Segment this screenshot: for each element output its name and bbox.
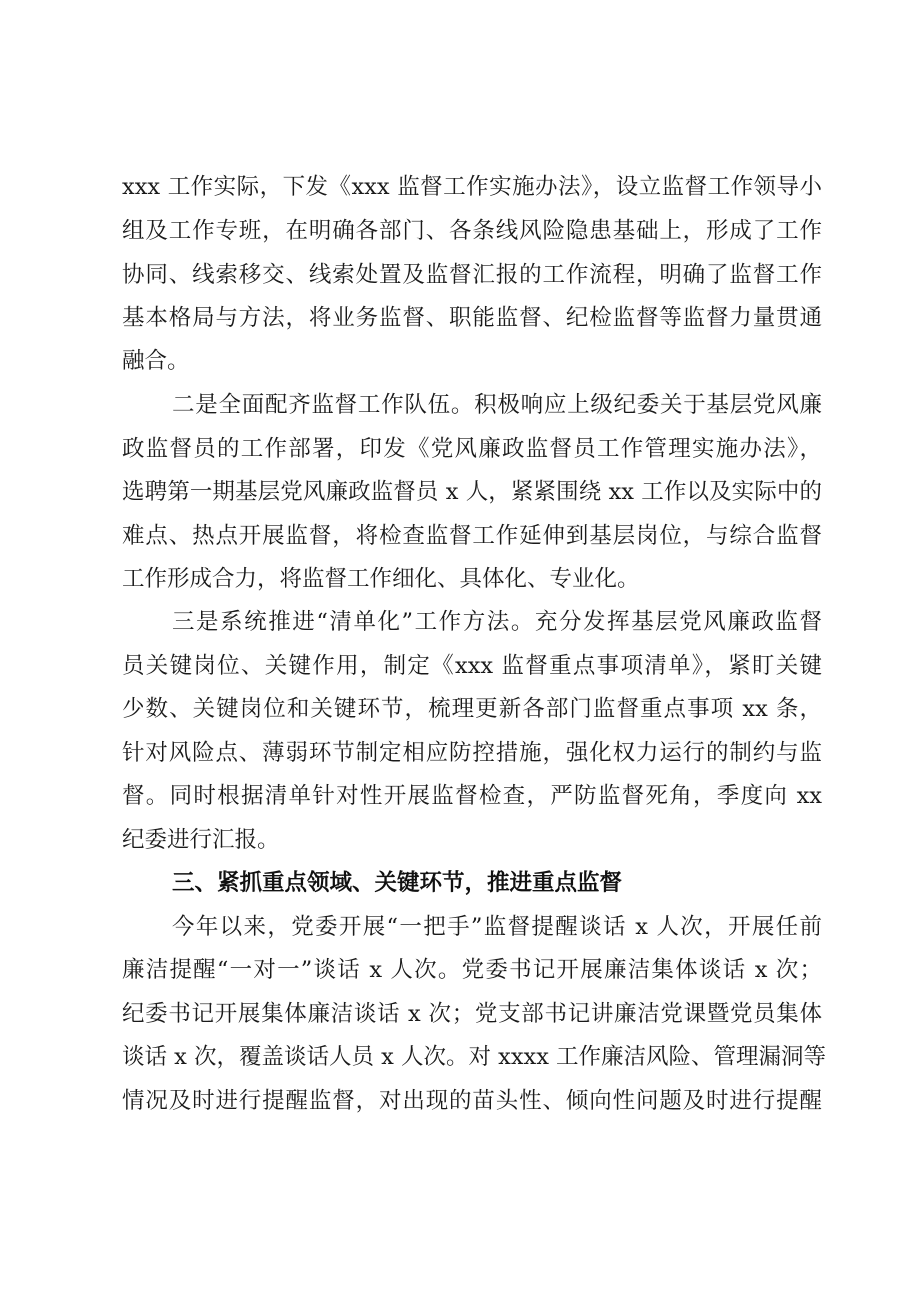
paragraph-3-line-6: 纪委进行汇报。 <box>122 827 280 853</box>
paragraph-2-line-1: 二是全面配齐监督工作队伍。积极响应上级纪委关于基层党风廉 <box>172 392 822 418</box>
paragraph-2-line-3: 选聘第一期基层党风廉政监督员 x 人，紧紧围绕 xx 工作以及实际中的 <box>122 479 822 505</box>
paragraph-4-line-1: 今年以来，党委开展“一把手”监督提醒谈话 x 人次，开展任前 <box>172 914 822 940</box>
paragraph-1-line-3: 协同、线索移交、线索处置及监督汇报的工作流程，明确了监督工作 <box>122 262 822 288</box>
paragraph-4-line-3: 纪委书记开展集体廉洁谈话 x 次；党支部书记讲廉洁党课暨党员集体 <box>122 1001 822 1027</box>
paragraph-1-line-4: 基本格局与方法，将业务监督、职能监督、纪检监督等监督力量贯通 <box>122 305 822 331</box>
paragraph-1-line-2: 组及工作专班，在明确各部门、各条线风险隐患基础上，形成了工作 <box>122 218 822 244</box>
paragraph-3-line-4: 针对风险点、薄弱环节制定相应防控措施，强化权力运行的制约与监 <box>122 740 822 766</box>
paragraph-3-line-1: 三是系统推进“清单化”工作方法。充分发挥基层党风廉政监督 <box>172 609 822 635</box>
section-heading: 三、紧抓重点领域、关键环节，推进重点监督 <box>172 870 623 896</box>
paragraph-2-line-4: 难点、热点开展监督，将检查监督工作延伸到基层岗位，与综合监督 <box>122 523 822 549</box>
paragraph-2-line-5: 工作形成合力，将监督工作细化、具体化、专业化。 <box>122 566 640 592</box>
paragraph-4-line-5: 情况及时进行提醒监督，对出现的苗头性、倾向性问题及时进行提醒 <box>122 1088 822 1114</box>
paragraph-1-line-5: 融合。 <box>122 348 190 374</box>
paragraph-4-line-2: 廉洁提醒“一对一”谈话 x 人次。党委书记开展廉洁集体谈话 x 次； <box>122 957 822 983</box>
paragraph-2-line-2: 政监督员的工作部署，印发《党风廉政监督员工作管理实施办法》， <box>122 436 822 462</box>
paragraph-3-line-3: 少数、关键岗位和关键环节，梳理更新各部门监督重点事项 xx 条， <box>122 696 822 722</box>
paragraph-4-line-4: 谈话 x 次，覆盖谈话人员 x 人次。对 xxxx 工作廉洁风险、管理漏洞等 <box>122 1044 827 1070</box>
paragraph-1-line-1: xxx 工作实际，下发《xxx 监督工作实施办法》，设立监督工作领导小 <box>122 174 822 200</box>
paragraph-3-line-5: 督。同时根据清单针对性开展监督检查，严防监督死角，季度向 xx <box>122 783 822 809</box>
paragraph-3-line-2: 员关键岗位、关键作用，制定《xxx 监督重点事项清单》，紧盯关键 <box>122 653 822 679</box>
